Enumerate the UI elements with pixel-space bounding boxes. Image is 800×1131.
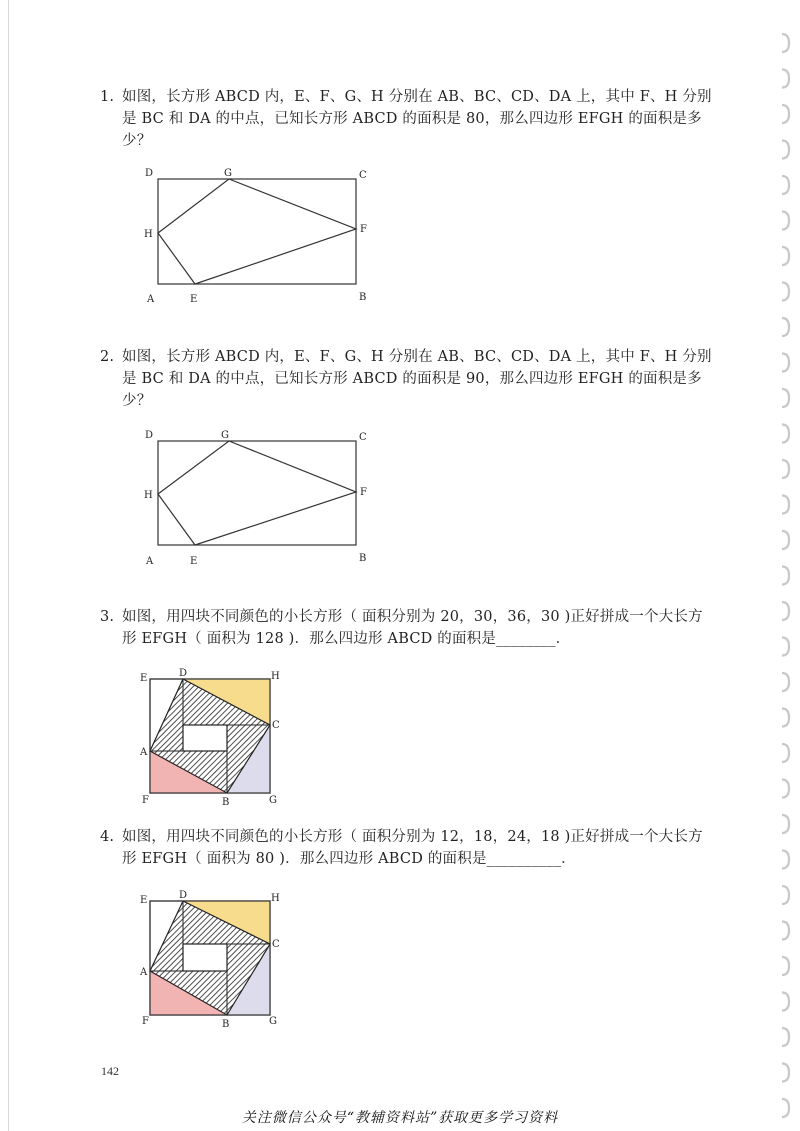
problem-number: 2. <box>100 349 115 365</box>
binding-hole <box>782 176 789 194</box>
label-F: F <box>360 224 367 235</box>
page-edge-shadow <box>8 0 9 1131</box>
binding-hole <box>782 851 789 869</box>
label-A: A <box>147 294 155 305</box>
problem-number: 4. <box>100 829 115 845</box>
label-B: B <box>359 553 367 564</box>
binding-hole <box>782 993 789 1011</box>
label-D: D <box>179 668 188 679</box>
label-B: B <box>359 292 367 303</box>
problem-number: 1. <box>100 89 115 105</box>
label-A: A <box>140 967 148 978</box>
label-E: E <box>190 556 198 567</box>
binding-hole <box>782 638 789 656</box>
label-B: B <box>222 797 230 808</box>
problem-number: 3. <box>100 609 115 625</box>
binding-hole <box>782 673 789 691</box>
binding-hole <box>782 105 789 123</box>
problem-line-1: 如图，长方形 ABCD 内，E、F、G、H 分别在 AB、BC、CD、DA 上，其中 F、H 分别 <box>122 349 712 365</box>
figure-4-tiled-rectangle-diagram <box>136 886 296 1036</box>
binding-hole <box>782 567 789 585</box>
binding-hole <box>782 212 789 230</box>
label-E: E <box>140 895 148 906</box>
binding-hole <box>782 425 789 443</box>
problem-3-text <box>100 606 720 650</box>
figure-3-tiled-rectangle-diagram <box>136 664 296 814</box>
label-H: H <box>271 671 280 682</box>
problem-line-1: 如图，长方形 ABCD 内，E、F、G、H 分别在 AB、BC、CD、DA 上，其中 F、H 分别 <box>122 89 712 105</box>
label-G: G <box>221 430 229 441</box>
problem-line-2: 是 BC 和 DA 的中点，已知长方形 ABCD 的面积是 80，那么四边形 EFGH 的面积是多少？ <box>122 111 702 149</box>
figure-2-rectangle-diagram <box>140 424 380 574</box>
binding-hole <box>782 141 789 159</box>
label-F: F <box>142 1016 149 1027</box>
binding-hole <box>782 531 789 549</box>
problem-2-text <box>100 346 720 412</box>
label-F: F <box>360 487 367 498</box>
binding-hole <box>782 34 789 52</box>
label-D: D <box>145 168 154 179</box>
binding-hole <box>782 70 789 88</box>
label-H: H <box>144 229 153 240</box>
spiral-binding-holes <box>776 20 800 1120</box>
binding-hole <box>782 389 789 407</box>
label-H: H <box>271 893 280 904</box>
label-C: C <box>272 720 280 731</box>
label-C: C <box>359 432 367 443</box>
binding-hole <box>782 283 789 301</box>
label-E: E <box>190 294 198 305</box>
label-B: B <box>222 1019 230 1030</box>
problem-1-text <box>100 86 720 152</box>
label-G: G <box>269 1016 277 1027</box>
binding-hole <box>782 1028 789 1046</box>
binding-hole <box>782 957 789 975</box>
label-A: A <box>146 556 154 567</box>
binding-hole <box>782 1064 789 1082</box>
label-G: G <box>224 168 232 179</box>
binding-hole <box>782 460 789 478</box>
label-C: C <box>359 170 367 181</box>
binding-hole <box>782 496 789 514</box>
label-E: E <box>140 673 148 684</box>
problem-line-2: 形 EFGH（ 面积为 80 )．那么四边形 ABCD 的面积是__________． <box>122 851 576 867</box>
binding-hole <box>782 815 789 833</box>
binding-hole <box>782 886 789 904</box>
binding-hole <box>782 318 789 336</box>
label-C: C <box>272 939 280 950</box>
binding-hole <box>782 744 789 762</box>
label-F: F <box>142 795 149 806</box>
binding-hole <box>782 1099 789 1117</box>
footer-promo-note: 关注微信公众号“教辅资料站”获取更多学习资料 <box>241 1110 559 1126</box>
binding-hole <box>782 247 789 265</box>
binding-hole <box>782 602 789 620</box>
page-number: 142 <box>101 1064 119 1078</box>
label-A: A <box>140 747 148 758</box>
problem-line-1: 如图，用四块不同颜色的小长方形（ 面积分别为 12，18，24，18 )正好拼成一个大长方 <box>122 829 703 845</box>
problem-4-text <box>100 826 720 870</box>
problem-line-2: 形 EFGH（ 面积为 128 )．那么四边形 ABCD 的面积是________． <box>122 631 571 647</box>
binding-hole <box>782 709 789 727</box>
label-H: H <box>144 490 153 501</box>
problem-line-2: 是 BC 和 DA 的中点，已知长方形 ABCD 的面积是 90，那么四边形 EFGH 的面积是多少？ <box>122 371 702 409</box>
problem-line-1: 如图，用四块不同颜色的小长方形（ 面积分别为 20，30，36，30 )正好拼成一个大长方 <box>122 609 703 625</box>
binding-hole <box>782 354 789 372</box>
binding-hole <box>782 780 789 798</box>
label-G: G <box>269 795 277 806</box>
figure-1-rectangle-diagram <box>140 162 380 312</box>
label-D: D <box>179 890 188 901</box>
label-D: D <box>145 430 154 441</box>
binding-hole <box>782 922 789 940</box>
